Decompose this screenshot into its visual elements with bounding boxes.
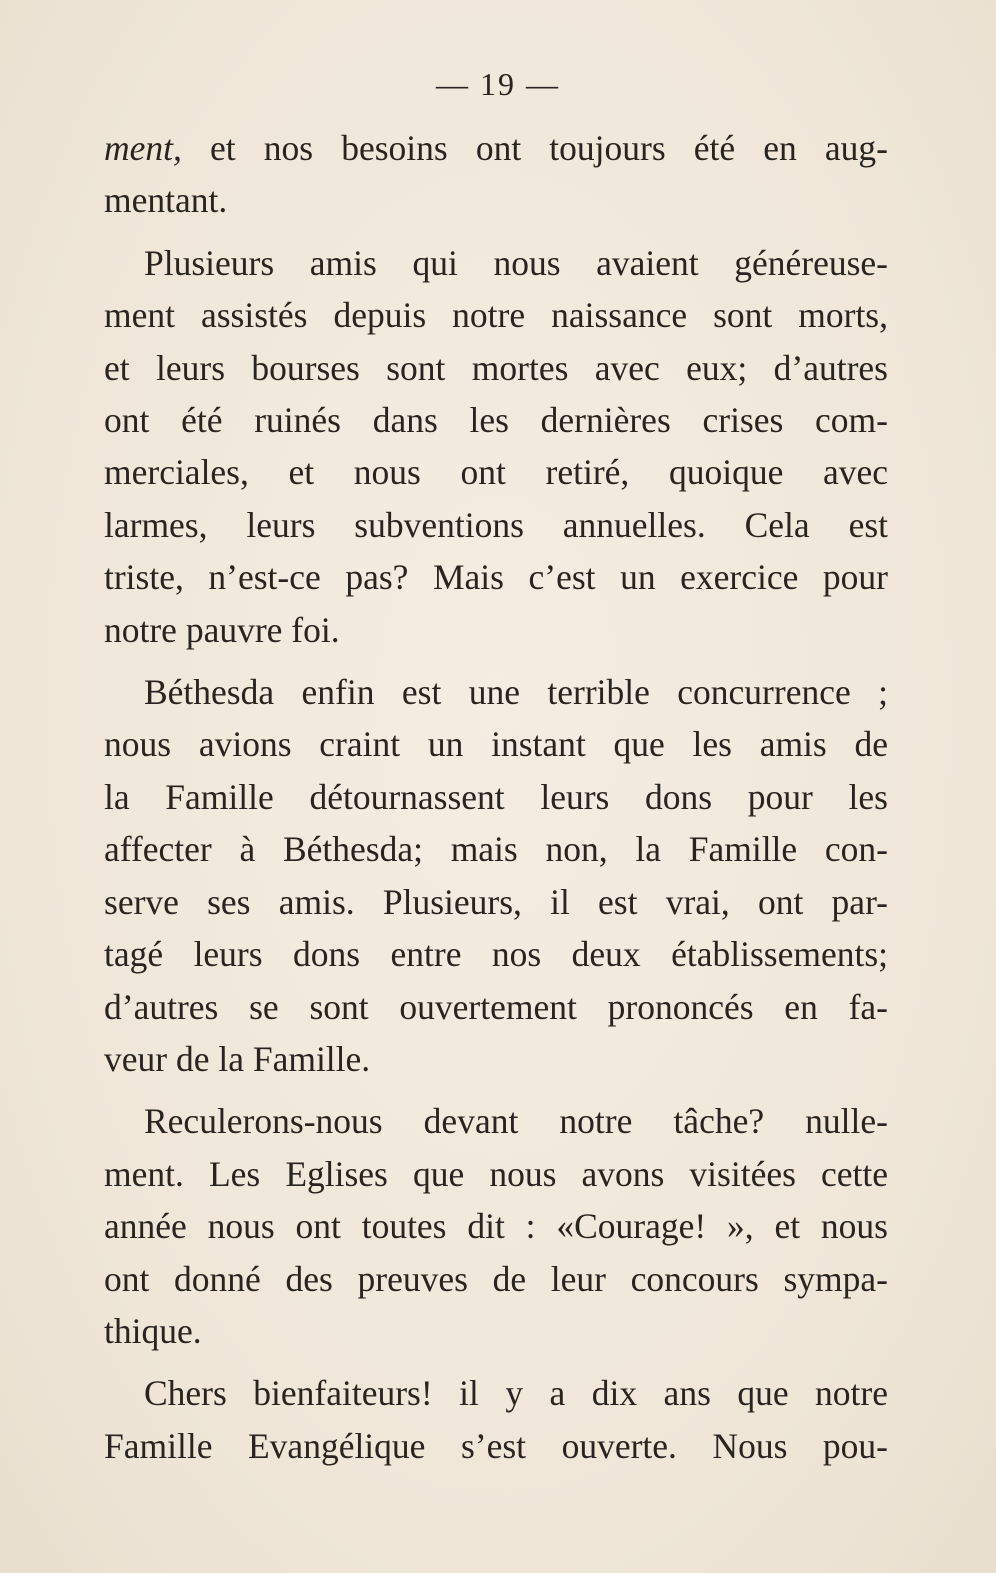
text-line: veur de la Famille. [104, 1038, 371, 1079]
paragraph [104, 1367, 888, 1472]
text-line: année nous ont toutes dit : «Courage! », et nous [104, 1206, 888, 1247]
text-line: ont donné des preuves de leur concours sympa- [104, 1258, 888, 1299]
text-line: thique. [104, 1310, 202, 1351]
paragraph [104, 666, 888, 1085]
body-text [104, 122, 888, 1472]
text-line: ment, et nos besoins ont toujours été en aug- [104, 128, 888, 168]
text-line: Reculerons-nous devant notre tâche? nulle- [144, 1101, 888, 1142]
text-line: et leurs bourses sont mortes avec eux; d’autres [104, 347, 888, 388]
text-line: d’autres se sont ouvertement prononcés en fa- [104, 986, 888, 1027]
text-line: nous avions craint un instant que les amis de [104, 724, 888, 765]
text-line: Plusieurs amis qui nous avaient généreuse- [144, 242, 888, 283]
text-line: ment. Les Eglises que nous avons visitées cette [104, 1153, 888, 1194]
text-line: serve ses amis. Plusieurs, il est vrai, ont par- [104, 881, 888, 922]
paragraph [104, 122, 888, 227]
text-line: Famille Evangélique s’est ouverte. Nous pou- [104, 1425, 888, 1466]
text-line: la Famille détournassent leurs dons pour les [104, 776, 888, 817]
paragraph [104, 237, 888, 656]
text-line: affecter à Béthesda; mais non, la Famille con- [104, 829, 888, 870]
text-line: mentant. [104, 180, 228, 221]
text-line: notre pauvre foi. [104, 609, 340, 650]
text-line: Chers bienfaiteurs! il y a dix ans que notre [144, 1373, 888, 1414]
text-line: triste, n’est-ce pas? Mais c’est un exercice pour [104, 557, 888, 598]
text-line: ment assistés depuis notre naissance sont morts, [104, 295, 888, 336]
text-line: merciales, et nous ont retiré, quoique avec [104, 452, 888, 493]
paragraph [104, 1095, 888, 1357]
text-line: larmes, leurs subventions annuelles. Cela est [104, 504, 888, 545]
text-line: ont été ruinés dans les dernières crises com- [104, 400, 888, 441]
italic-word: ment, [104, 128, 182, 168]
text-line: Béthesda enfin est une terrible concurrence ; [144, 672, 888, 713]
text-line: tagé leurs dons entre nos deux établissements; [104, 934, 888, 975]
page-number: — 19 — [436, 66, 560, 102]
